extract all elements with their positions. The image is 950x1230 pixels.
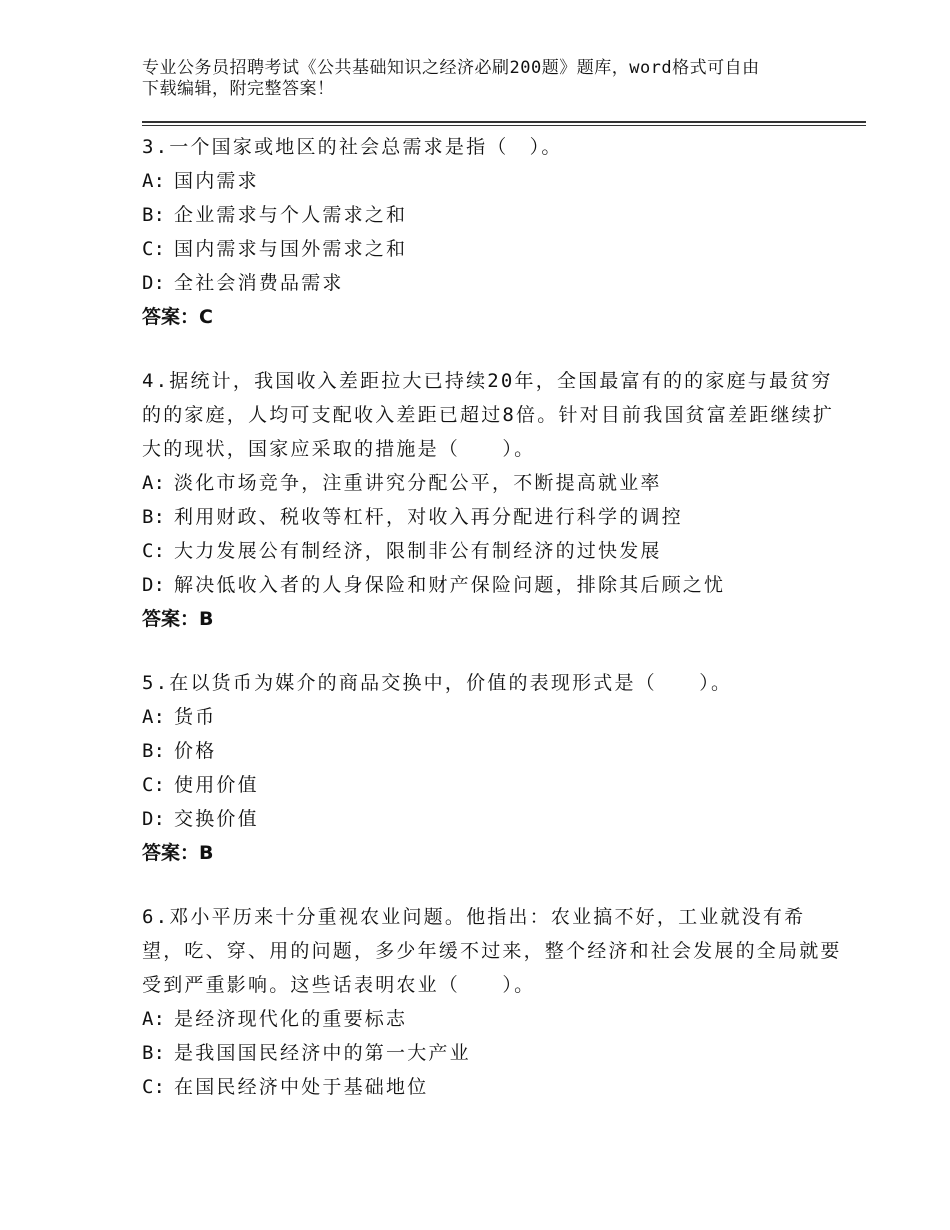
option-text: 是我国国民经济中的第一大产业 <box>174 1042 471 1064</box>
option-d <box>142 266 842 300</box>
option-text: 在国民经济中处于基础地位 <box>174 1076 429 1098</box>
option-text: 全社会消费品需求 <box>174 272 344 294</box>
question-stem: 6.邓小平历来十分重视农业问题。他指出：农业搞不好，工业就没有希望，吃、穿、用的问题，多少年缓不过来，整个经济和社会发展的全局就要受到严重影响。这些话表明农业（ ）。 <box>142 906 842 996</box>
option-b <box>142 1036 842 1070</box>
option-text: 大力发展公有制经济，限制非公有制经济的过快发展 <box>174 540 662 562</box>
question-list <box>142 130 842 1134</box>
header-line-2: 下载编辑，附完整答案！ <box>142 79 335 99</box>
option-c <box>142 232 842 266</box>
option-a <box>142 466 842 500</box>
option-d <box>142 802 842 836</box>
option-key: D: <box>142 574 165 596</box>
option-b <box>142 500 842 534</box>
header-divider-thick <box>142 121 866 123</box>
option-c <box>142 534 842 568</box>
option-key: A: <box>142 1008 165 1030</box>
option-key: B: <box>142 506 165 528</box>
option-text: 国内需求 <box>174 170 259 192</box>
option-a <box>142 1002 842 1036</box>
question-stem: 3.一个国家或地区的社会总需求是指（ ）。 <box>142 136 563 158</box>
question-stem: 4.据统计，我国收入差距拉大已持续20年，全国最富有的的家庭与最贫穷的的家庭，人均可支配收入差距已超过8倍。针对目前我国贫富差距继续扩大的现状，国家应采取的措施是（ ）。 <box>142 370 835 460</box>
header-line-1: 专业公务员招聘考试《公共基础知识之经济必刷200题》题库，word格式可自由 <box>142 58 760 78</box>
question-3 <box>142 130 842 334</box>
option-text: 国内需求与国外需求之和 <box>174 238 408 260</box>
option-c <box>142 1070 842 1104</box>
option-key: A: <box>142 706 165 728</box>
question-stem: 5.在以货币为媒介的商品交换中，价值的表现形式是（ ）。 <box>142 672 733 694</box>
option-key: B: <box>142 1042 165 1064</box>
option-b <box>142 734 842 768</box>
document-header <box>142 58 832 100</box>
header-divider-thin <box>142 125 866 126</box>
option-text: 使用价值 <box>174 774 259 796</box>
answer-label: 答案：B <box>142 842 214 864</box>
option-a <box>142 700 842 734</box>
option-key: D: <box>142 808 165 830</box>
option-b <box>142 198 842 232</box>
option-text: 交换价值 <box>174 808 259 830</box>
option-key: C: <box>142 540 165 562</box>
option-key: D: <box>142 272 165 294</box>
option-text: 解决低收入者的人身保险和财产保险问题，排除其后顾之忧 <box>174 574 726 596</box>
option-key: B: <box>142 740 165 762</box>
option-text: 利用财政、税收等杠杆，对收入再分配进行科学的调控 <box>174 506 683 528</box>
option-a <box>142 164 842 198</box>
question-6 <box>142 900 842 1104</box>
question-4 <box>142 364 842 636</box>
option-text: 企业需求与个人需求之和 <box>174 204 408 226</box>
option-key: C: <box>142 1076 165 1098</box>
option-text: 是经济现代化的重要标志 <box>174 1008 408 1030</box>
question-5 <box>142 666 842 870</box>
option-text: 价格 <box>174 740 217 762</box>
option-key: B: <box>142 204 165 226</box>
answer-label: 答案：C <box>142 306 213 328</box>
option-c <box>142 768 842 802</box>
option-text: 货币 <box>174 706 217 728</box>
option-key: C: <box>142 238 165 260</box>
option-key: A: <box>142 170 165 192</box>
option-key: C: <box>142 774 165 796</box>
option-key: A: <box>142 472 165 494</box>
option-text: 淡化市场竞争，注重讲究分配公平，不断提高就业率 <box>174 472 662 494</box>
option-d <box>142 568 842 602</box>
answer-label: 答案：B <box>142 608 214 630</box>
